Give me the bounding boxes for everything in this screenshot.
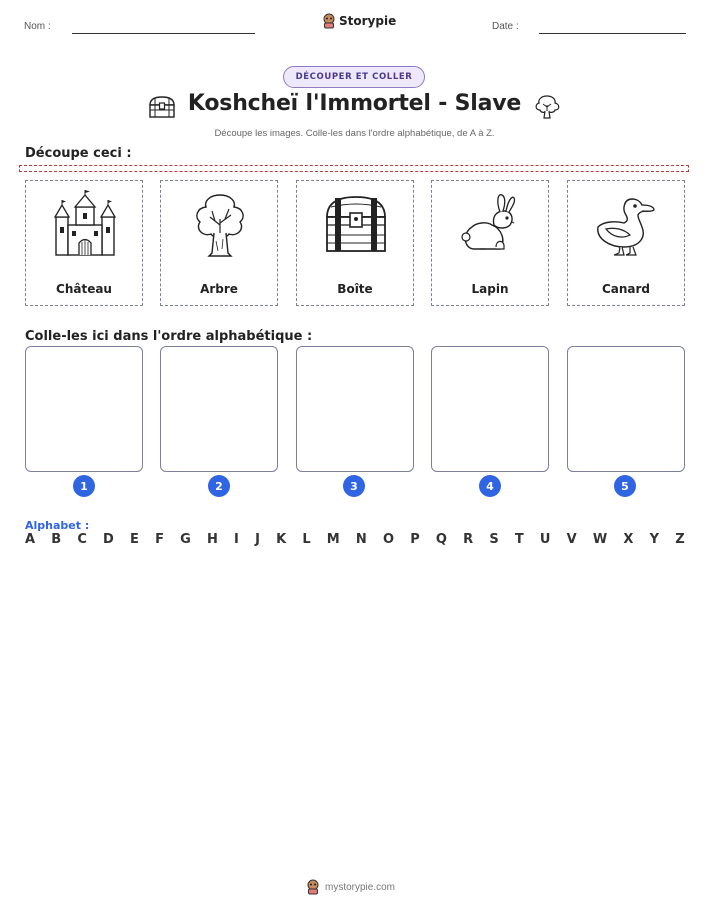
- alphabet-letter: M: [326, 532, 340, 547]
- alphabet-letter: X: [623, 532, 634, 547]
- alphabet-letter: J: [255, 532, 260, 547]
- instructions: Découpe les images. Colle-les dans l'ordre alphabétique, de A à Z.: [214, 128, 495, 139]
- alphabet-letter: B: [51, 532, 62, 547]
- date-label: Date :: [492, 21, 519, 32]
- alphabet-letter: C: [77, 532, 87, 547]
- alphabet-letter: Z: [675, 532, 685, 547]
- alphabet-letter: U: [539, 532, 551, 547]
- paste-slot[interactable]: [431, 346, 549, 472]
- alphabet-letter: T: [514, 532, 524, 547]
- paste-slot[interactable]: [160, 346, 278, 472]
- duck-icon: [592, 189, 662, 259]
- alphabet-letter: Q: [435, 532, 447, 547]
- name-label: Nom :: [24, 21, 51, 32]
- alphabet-letter: H: [206, 532, 218, 547]
- footer-url[interactable]: mystorypie.com: [325, 881, 396, 893]
- date-line[interactable]: [539, 33, 686, 34]
- alphabet-letter: Y: [649, 532, 660, 547]
- slot-number: 3: [343, 475, 365, 497]
- card-label: Canard: [601, 282, 651, 296]
- alphabet-letter: A: [25, 532, 36, 547]
- alphabet-letter: O: [382, 532, 395, 547]
- card-label: Arbre: [200, 282, 238, 296]
- alphabet-letter: G: [180, 532, 191, 547]
- cut-line: [19, 165, 689, 172]
- name-line[interactable]: [72, 33, 255, 34]
- brand-name: Storypie: [339, 14, 397, 28]
- footer: [306, 879, 395, 895]
- card-label: Lapin: [471, 282, 509, 296]
- mascot-icon: [306, 879, 320, 895]
- alphabet-letter: K: [276, 532, 287, 547]
- brand-logo: [322, 13, 396, 29]
- paste-slot[interactable]: [567, 346, 685, 472]
- card-chateau[interactable]: [25, 180, 143, 306]
- alphabet-letter: D: [103, 532, 114, 547]
- treasure-chest-icon: [321, 189, 391, 259]
- rabbit-icon: [456, 189, 526, 259]
- paste-section-heading: Colle-les ici dans l'ordre alphabétique :: [25, 329, 313, 344]
- alphabet-letter: S: [489, 532, 499, 547]
- alphabet-heading: Alphabet :: [25, 519, 90, 532]
- card-canard[interactable]: [567, 180, 685, 306]
- mascot-icon: [322, 13, 336, 29]
- alphabet-row: [25, 532, 685, 547]
- card-lapin[interactable]: [431, 180, 549, 306]
- alphabet-letter: I: [234, 532, 239, 547]
- card-arbre[interactable]: [160, 180, 278, 306]
- activity-badge: DÉCOUPER ET COLLER: [283, 66, 425, 88]
- alphabet-letter: V: [566, 532, 577, 547]
- slot-number: 2: [208, 475, 230, 497]
- card-label: Château: [56, 282, 112, 296]
- alphabet-letter: P: [410, 532, 420, 547]
- cut-section-heading: Découpe ceci :: [25, 146, 132, 161]
- alphabet-letter: W: [592, 532, 608, 547]
- slot-number: 1: [73, 475, 95, 497]
- alphabet-letter: E: [130, 532, 139, 547]
- paste-slot[interactable]: [296, 346, 414, 472]
- alphabet-letter: R: [463, 532, 474, 547]
- tree-icon: [185, 189, 255, 259]
- card-boite[interactable]: [296, 180, 414, 306]
- card-label: Boîte: [337, 282, 373, 296]
- castle-icon: [50, 189, 120, 259]
- paste-slot[interactable]: [25, 346, 143, 472]
- slot-number: 4: [479, 475, 501, 497]
- alphabet-letter: N: [355, 532, 367, 547]
- alphabet-letter: F: [155, 532, 164, 547]
- page-title: Koshcheï l'Immortel - Slave: [187, 91, 522, 116]
- tree-icon: [533, 93, 561, 120]
- slot-number: 5: [614, 475, 636, 497]
- alphabet-letter: L: [302, 532, 311, 547]
